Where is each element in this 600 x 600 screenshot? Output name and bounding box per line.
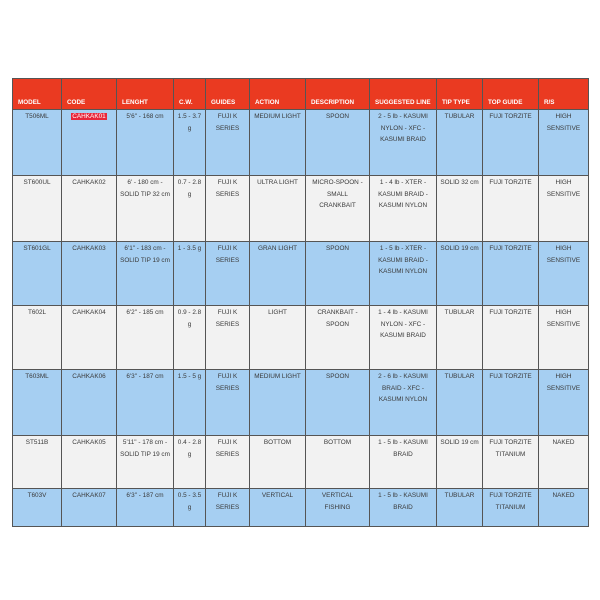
- cell-length: 5'6" - 168 cm: [117, 110, 174, 176]
- header-top-guide: TOP GUIDE: [483, 79, 539, 110]
- rod-spec-table: [12, 78, 589, 527]
- header-rs: R/S: [539, 79, 589, 110]
- cell-top-guide: FUJI TORZITE: [483, 370, 539, 436]
- cell-guides: FUJI K SERIES: [206, 176, 250, 242]
- header-tip-type: TIP TYPE: [437, 79, 483, 110]
- cell-top-guide: FUJI TORZITE TITANIUM: [483, 436, 539, 489]
- table-row: [13, 306, 589, 370]
- cell-action: MEDIUM LIGHT: [250, 110, 306, 176]
- cell-top-guide: FUJI TORZITE: [483, 242, 539, 306]
- cell-rs: HIGH SENSITIVE: [539, 306, 589, 370]
- cell-action: VERTICAL: [250, 489, 306, 527]
- cell-code: CAHKAK07: [62, 489, 117, 527]
- table-row: [13, 110, 589, 176]
- table-row: [13, 370, 589, 436]
- cell-line: 2 - 6 lb - KASUMI BRAID - XFC - KASUMI NYLON: [370, 370, 437, 436]
- cell-length: 5'11" - 178 cm - SOLID TIP 19 cm: [117, 436, 174, 489]
- cell-description: MICRO-SPOON - SMALL CRANKBAIT: [306, 176, 370, 242]
- table-header: [13, 79, 589, 110]
- cell-top-guide: FUJI TORZITE: [483, 176, 539, 242]
- header-row: [13, 79, 589, 110]
- cell-top-guide: FUJI TORZITE TITANIUM: [483, 489, 539, 527]
- cell-model: T602L: [13, 306, 62, 370]
- cell-line: 1 - 5 lb - XTER - KASUMI BRAID - KASUMI NYLON: [370, 242, 437, 306]
- cell-guides: FUJI K SERIES: [206, 242, 250, 306]
- table-row: [13, 242, 589, 306]
- cell-cw: 1.5 - 3.7 g: [174, 110, 206, 176]
- cell-model: T603V: [13, 489, 62, 527]
- table-row: [13, 436, 589, 489]
- cell-description: BOTTOM: [306, 436, 370, 489]
- cell-length: 6'3" - 187 cm: [117, 370, 174, 436]
- cell-tip: SOLID 32 cm: [437, 176, 483, 242]
- cell-cw: 1.5 - 5 g: [174, 370, 206, 436]
- header-cw: C.W.: [174, 79, 206, 110]
- header-model: MODEL: [13, 79, 62, 110]
- cell-description: SPOON: [306, 370, 370, 436]
- cell-model: ST601GL: [13, 242, 62, 306]
- cell-action: BOTTOM: [250, 436, 306, 489]
- cell-tip: TUBULAR: [437, 489, 483, 527]
- cell-action: MEDIUM LIGHT: [250, 370, 306, 436]
- cell-code: CAHKAK03: [62, 242, 117, 306]
- cell-cw: 0.9 - 2.8 g: [174, 306, 206, 370]
- highlighted-code: CAHKAK01: [72, 113, 106, 120]
- cell-guides: FUJI K SERIES: [206, 436, 250, 489]
- cell-rs: NAKED: [539, 436, 589, 489]
- cell-rs: HIGH SENSITIVE: [539, 176, 589, 242]
- table-row: [13, 176, 589, 242]
- header-suggested-line: SUGGESTED LINE: [370, 79, 437, 110]
- cell-code: CAHKAK02: [62, 176, 117, 242]
- cell-model: T603ML: [13, 370, 62, 436]
- cell-line: 2 - 5 lb - KASUMI NYLON - XFC - KASUMI BRAID: [370, 110, 437, 176]
- header-guides: GUIDES: [206, 79, 250, 110]
- cell-tip: SOLID 19 cm: [437, 242, 483, 306]
- cell-code: [62, 110, 117, 176]
- cell-description: CRANKBAIT - SPOON: [306, 306, 370, 370]
- cell-rs: HIGH SENSITIVE: [539, 110, 589, 176]
- cell-code: CAHKAK05: [62, 436, 117, 489]
- cell-line: 1 - 4 lb - XTER - KASUMI BRAID - KASUMI NYLON: [370, 176, 437, 242]
- cell-length: 6' - 180 cm - SOLID TIP 32 cm: [117, 176, 174, 242]
- cell-cw: 0.5 - 3.5 g: [174, 489, 206, 527]
- cell-line: 1 - 4 lb - KASUMI NYLON - XFC - KASUMI BRAID: [370, 306, 437, 370]
- cell-model: ST600UL: [13, 176, 62, 242]
- cell-length: 6'1" - 183 cm - SOLID TIP 19 cm: [117, 242, 174, 306]
- cell-line: 1 - 5 lb - KASUMI BRAID: [370, 489, 437, 527]
- cell-tip: TUBULAR: [437, 110, 483, 176]
- cell-line: 1 - 5 lb - KASUMI BRAID: [370, 436, 437, 489]
- cell-guides: FUJI K SERIES: [206, 489, 250, 527]
- cell-guides: FUJI K SERIES: [206, 306, 250, 370]
- cell-code: CAHKAK04: [62, 306, 117, 370]
- cell-code: CAHKAK06: [62, 370, 117, 436]
- cell-action: ULTRA LIGHT: [250, 176, 306, 242]
- cell-guides: FUJI K SERIES: [206, 110, 250, 176]
- cell-description: SPOON: [306, 110, 370, 176]
- header-action: ACTION: [250, 79, 306, 110]
- header-length: LENGHT: [117, 79, 174, 110]
- cell-guides: FUJI K SERIES: [206, 370, 250, 436]
- table-row: [13, 489, 589, 527]
- cell-action: LIGHT: [250, 306, 306, 370]
- cell-rs: HIGH SENSITIVE: [539, 370, 589, 436]
- cell-rs: NAKED: [539, 489, 589, 527]
- header-description: DESCRIPTION: [306, 79, 370, 110]
- cell-length: 6'3" - 187 cm: [117, 489, 174, 527]
- cell-top-guide: FUJI TORZITE: [483, 110, 539, 176]
- cell-cw: 0.4 - 2.8 g: [174, 436, 206, 489]
- cell-action: GRAN LIGHT: [250, 242, 306, 306]
- cell-model: ST511B: [13, 436, 62, 489]
- cell-description: VERTICAL FISHING: [306, 489, 370, 527]
- cell-model: T506ML: [13, 110, 62, 176]
- cell-cw: 1 - 3.5 g: [174, 242, 206, 306]
- cell-description: SPOON: [306, 242, 370, 306]
- header-code: CODE: [62, 79, 117, 110]
- cell-tip: TUBULAR: [437, 370, 483, 436]
- table-body: [13, 110, 589, 527]
- cell-tip: TUBULAR: [437, 306, 483, 370]
- cell-length: 6'2" - 185 cm: [117, 306, 174, 370]
- cell-rs: HIGH SENSITIVE: [539, 242, 589, 306]
- cell-cw: 0.7 - 2.8 g: [174, 176, 206, 242]
- cell-tip: SOLID 19 cm: [437, 436, 483, 489]
- cell-top-guide: FUJI TORZITE: [483, 306, 539, 370]
